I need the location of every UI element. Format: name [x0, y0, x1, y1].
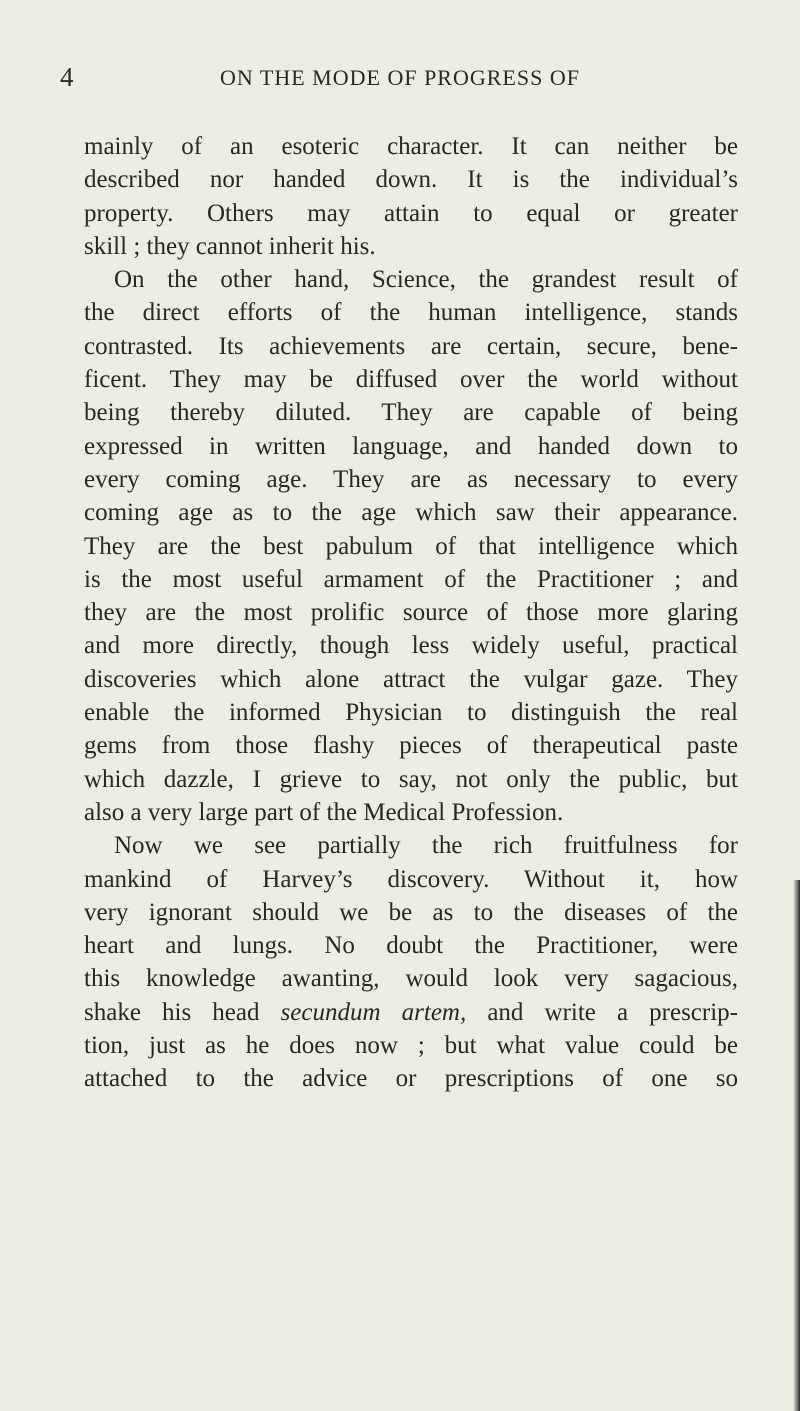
text-line: ficent. They may be diffused over the world without [84, 366, 738, 394]
text-line: mainly of an esoteric character. It can neither be [84, 133, 738, 160]
page-header [60, 62, 740, 94]
page-edge-shadow [793, 880, 800, 1411]
text-line: coming age as to the age which saw their appearance. [84, 499, 738, 527]
text-segment: shake his head [84, 998, 281, 1026]
text-line: skill ; they cannot inherit his. [84, 232, 376, 260]
text-line: and more directly, though less widely useful, practical [84, 632, 738, 660]
text-line: On the other hand, Science, the grandest result of [114, 266, 738, 294]
text-segment: and write a prescrip- [466, 998, 739, 1026]
italic-latin-phrase: secundum artem, [280, 998, 467, 1026]
text-line: contrasted. Its achievements are certain, secure, bene- [84, 332, 738, 360]
body-text [84, 130, 738, 1096]
text-line: Now we see partially the rich fruitfulness for [114, 832, 738, 860]
text-line: every coming age. They are as necessary to every [84, 465, 738, 493]
text-line: enable the informed Physician to distinguish the real [84, 699, 738, 727]
text-line: heart and lungs. No doubt the Practitioner, were [84, 932, 738, 960]
text-line: also a very large part of the Medical Profession. [84, 798, 564, 826]
text-line: discoveries which alone attract the vulgar gaze. They [84, 665, 738, 693]
text-line: They are the best pabulum of that intelligence which [84, 532, 738, 560]
text-line: is the most useful armament of the Practitioner ; and [84, 565, 738, 593]
text-line: expressed in written language, and handed down to [84, 432, 738, 460]
text-line: which dazzle, I grieve to say, not only the public, but [84, 765, 738, 793]
text-line: mankind of Harvey’s discovery. Without it, how [84, 865, 738, 893]
page-number: 4 [60, 62, 74, 92]
text-line-with-italic [84, 996, 738, 1029]
text-line: attached to the advice or prescriptions of one so [84, 1065, 738, 1093]
text-line: very ignorant should we be as to the diseases of the [84, 898, 738, 926]
text-line: described nor handed down. It is the individual’s [84, 166, 738, 194]
text-line: property. Others may attain to equal or greater [84, 199, 738, 227]
running-head: ON THE MODE OF PROGRESS OF [220, 65, 580, 90]
text-line: gems from those flashy pieces of therapeutical paste [84, 732, 738, 760]
text-line: they are the most prolific source of those more glaring [84, 599, 738, 627]
text-line: tion, just as he does now ; but what value could be [84, 1032, 738, 1060]
text-line: being thereby diluted. They are capable of being [84, 399, 738, 427]
text-line: this knowledge awanting, would look very sagacious, [84, 965, 738, 993]
text-line: the direct efforts of the human intelligence, stands [84, 299, 738, 327]
